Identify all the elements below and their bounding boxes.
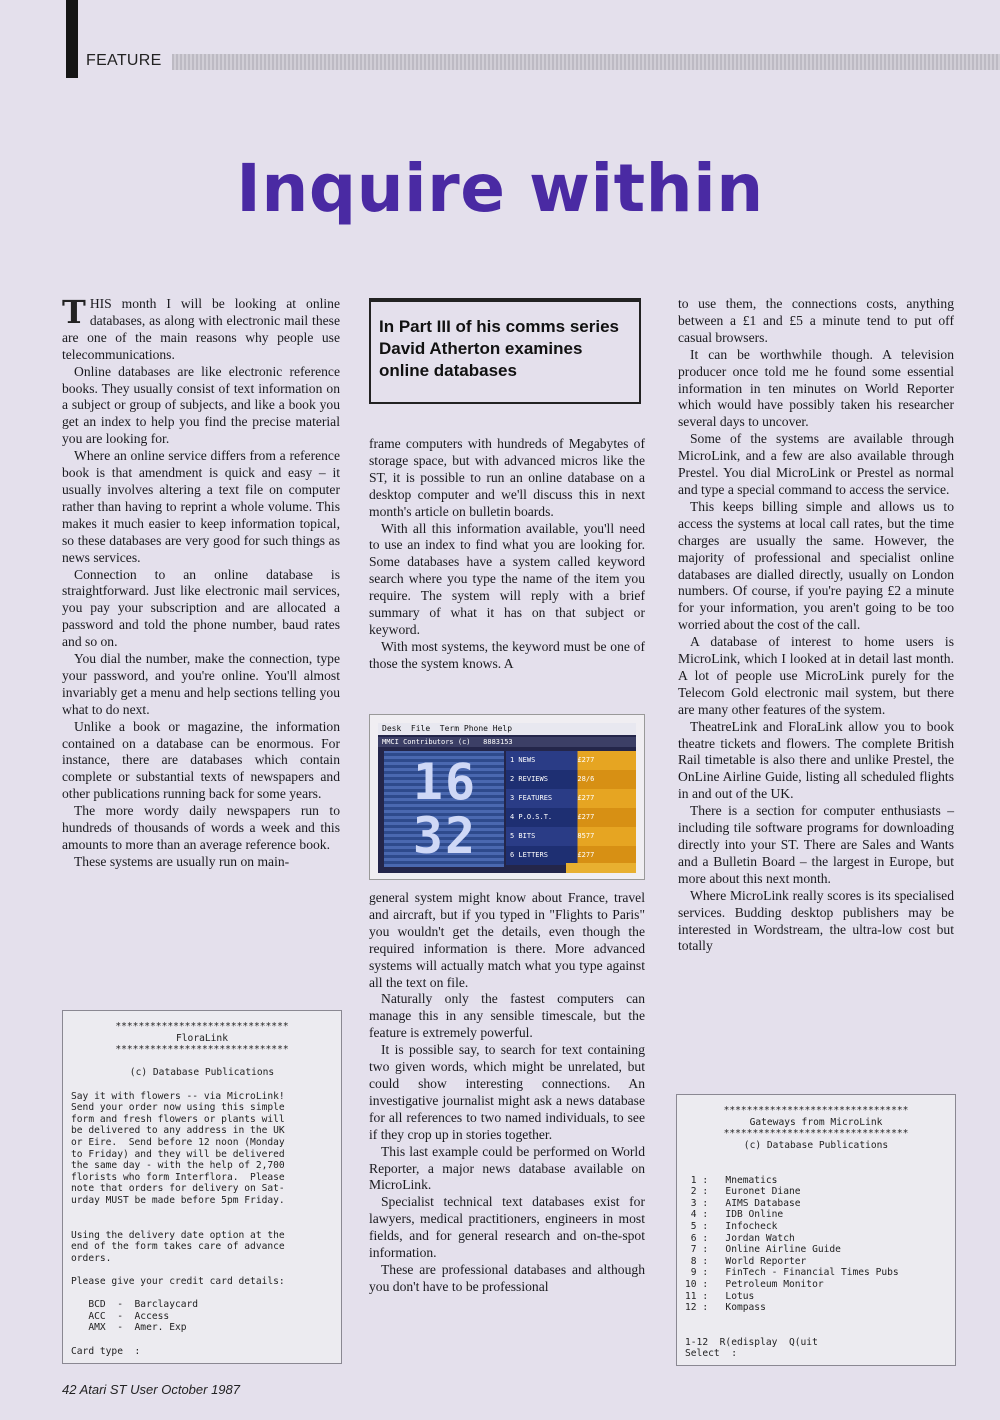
terminal-title: Gateways from MicroLink — [749, 1116, 883, 1128]
paragraph: These systems are usually run on main- — [74, 853, 290, 869]
gateway-item: 4 : IDB Online — [685, 1209, 784, 1221]
gateway-item: 3 : AIMS Database — [685, 1197, 801, 1209]
gateway-item: 9 : FinTech - Financial Times Pubs — [685, 1267, 899, 1279]
terminal-line: the same day - with the help of 2,700 — [71, 1160, 285, 1172]
drop-cap: T — [62, 293, 86, 331]
page-folio: 42 Atari ST User October 1987 — [62, 1382, 240, 1397]
column-3 — [678, 296, 954, 955]
paragraph: THIS month I will be looking at online databases, as along with electronic mail these are one of the main reasons why people use telecommunications. — [62, 293, 340, 362]
paragraph: to use them, the connections costs, anything between a £1 and £5 a minute tend to put off casual browsers. — [678, 296, 954, 345]
paragraph: Naturally only the fastest computers can manage this in any sensible timescale, but the feature is extremely powerful. — [369, 991, 645, 1041]
terminal-line: to Friday) and they will be delivered — [71, 1148, 285, 1160]
card-type-prompt: Card type : — [71, 1345, 141, 1357]
gateway-item: 7 : Online Airline Guide — [685, 1244, 841, 1256]
paragraph: Some of the systems are available through MicroLink, and a few are also available through Prestel. You dial MicroLink or Prestel as normal and type a special command to access the service. — [678, 431, 954, 497]
paragraph: It is possible say, to search for text containing two given words, which might be unrelated, but could show interesting connections. An investigative journalist might ask a news database for all references to two named individuals, to see if they crop up in stories together. — [369, 1042, 645, 1142]
terminal-line: Send your order now using this simple — [71, 1102, 285, 1114]
screen-menu-item: 3 FEATURES £277 — [506, 789, 636, 808]
standfirst-text: In Part III of his comms series David Atherton examines online databases — [379, 317, 619, 380]
gateway-item: 6 : Jordan Watch — [685, 1232, 795, 1244]
paragraph: frame computers with hundreds of Megabytes of storage space, but with advanced micros like the ST, it is possible to run an online database on a desktop computer and we'll discuss this in next month's article on bulletin boards. — [369, 436, 645, 519]
paragraph: Connection to an online database is straightforward. Just like electronic mail services, you pay your subscription and are allocated a password and told the phone number, baud rates and so on. — [62, 566, 340, 650]
logo-1632 — [384, 751, 504, 867]
paragraph: Where MicroLink really scores is its specialised services. Budding desktop publishers may be interested in Wordstream, the ultra-low cost but totally — [678, 887, 954, 954]
paragraph: It can be worthwhile though. A television producer once told me he found some essential information in ten minutes on World Reporter which would have possibly taken his researcher several days to uncover. — [678, 346, 954, 430]
terminal-line: orders. — [71, 1252, 112, 1264]
terminal-title: FloraLink — [176, 1032, 228, 1044]
gateway-item: 10 : Petroleum Monitor — [685, 1278, 824, 1290]
terminal-line: end of the form takes care of advance — [71, 1241, 285, 1253]
headline: Inquire within — [236, 150, 764, 227]
paragraph: Online databases are like electronic reference books. They usually consist of text information on a subject or group of subjects, and like a book you get an index to help you find the precise material you are looking for. — [62, 363, 340, 447]
st-screen — [378, 723, 636, 873]
stars-line: ******************************** — [723, 1105, 909, 1116]
terminal-line: note that orders for delivery on Sat- — [71, 1183, 285, 1195]
section-rule — [172, 54, 1000, 70]
copyright-line: (c) Database Publications — [743, 1139, 889, 1151]
gateway-prompt: 1-12 R(edisplay Q(uit — [685, 1336, 818, 1348]
terminal-line: urday MUST be made before 5pm Friday. — [71, 1194, 285, 1206]
gateway-item: 5 : Infocheck — [685, 1220, 778, 1232]
paragraph: A database of interest to home users is MicroLink, which I looked at in detail last month. A lot of people use MicroLink purely for the Telecom Gold electronic mail system, but there are many other features of the system. — [678, 634, 954, 717]
screenshot-figure — [369, 714, 645, 880]
gateway-item: 8 : World Reporter — [685, 1255, 807, 1267]
standfirst-box — [369, 300, 641, 404]
paragraph: The more wordy daily newspapers run to hundreds of thousands of words a week and this amounts to more than an average reference book. — [62, 803, 340, 852]
paragraph: This keeps billing simple and allows us to access the systems at local call rates, but the time charges are usually the same. However, the majority of professional and specialist online databases are dialled directly, usually on London numbers. Of course, if you're paying £2 a minute for your information, you aren't going to be too worried about the cost of the call. — [678, 498, 954, 633]
paragraph: There is a section for computer enthusiasts – including tile software programs for downloading directly into your ST. There are Sales and Wants and a Bulletin Board – the largest in Europe, but more about this next month. — [678, 803, 954, 886]
floralink-terminal — [62, 1010, 342, 1364]
card-option: BCD - Barclaycard — [88, 1299, 199, 1311]
gateway-item: 2 : Euronet Diane — [685, 1186, 801, 1198]
gateway-item: 1 : Mnematics — [685, 1174, 778, 1186]
stars-line: ****************************** — [115, 1044, 289, 1056]
paragraph: These are professional databases and although you don't have to be professional — [369, 1261, 645, 1294]
terminal-line: or Eire. Send before 12 noon (Monday — [71, 1136, 285, 1148]
gateway-item: 11 : Lotus — [685, 1290, 755, 1302]
paragraph: TheatreLink and FloraLink allow you to book theatre tickets and flowers. The complete British Rail timetable is also there and unlike Prestel, the OnLine Airline Guide, listing all scheduled flights in and out of the UK. — [678, 718, 954, 802]
screen-menu-item: 6 LETTERS £277 — [506, 846, 636, 865]
terminal-line: Say it with flowers -- via MicroLink! — [71, 1090, 285, 1102]
screen-status-block — [566, 863, 636, 873]
logo-bottom: 32 — [412, 807, 478, 865]
terminal-line: form and fresh flowers or plants will — [71, 1113, 285, 1125]
screen-menu-item: 4 P.O.S.T. £277 — [506, 808, 636, 827]
header-bar — [66, 0, 78, 78]
screen-menu-item: 5 BITS 8577 — [506, 827, 636, 846]
terminal-line: florists who form Interflora. Please — [71, 1171, 285, 1183]
paragraph: Where an online service differs from a reference book is that amendment is quick and easy – it usually involves altering a text file on computer rather than having to reprint a whole volume. This makes it much easier to keep information topical, so these databases are very good for such things as news services. — [62, 448, 340, 565]
copyright-line: (c) Database Publications — [129, 1067, 275, 1079]
column-1 — [62, 293, 340, 871]
paragraph: With most systems, the keyword must be one of those the system knows. A — [369, 638, 645, 671]
screen-menu-item: 2 REVIEWS 28/6 — [506, 770, 636, 789]
column-2-top — [369, 436, 645, 673]
stars-line: ******************************** — [723, 1128, 909, 1140]
section-label: FEATURE — [86, 52, 162, 69]
screen-menu-list — [506, 751, 636, 865]
card-option: ACC - Access — [88, 1310, 170, 1322]
paragraph: With all this information available, you'll need to use an index to find what you are looking for. Some databases have a system called keyword search where you type the name of the item you require. The system will reply with a brief summary of what it has on that subject or keyword. — [369, 520, 645, 637]
column-2-bottom — [369, 890, 645, 1296]
logo-top: 16 — [412, 753, 478, 811]
gateways-terminal — [676, 1094, 956, 1366]
paragraph: general system might know about France, travel and aircraft, but if you typed in "Flights to Paris" you wouldn't get the details, even though the required information is there. More advanced systems will actually match what you type against all the text on file. — [369, 890, 645, 990]
paragraph: You dial the number, make the connection, type your password, and you're online. You'll almost invariably get a menu and help sections telling you what to do next. — [62, 651, 340, 717]
terminal-line: Using the delivery date option at the — [71, 1229, 285, 1241]
gem-menubar: Desk File Term Phone Help — [378, 723, 636, 735]
paragraph: Specialist technical text databases exist for lawyers, medical practitioners, engineers in most fields, and for general research and on-the-spot information. — [369, 1194, 645, 1261]
window-titlebar: MMCI Contributors (c) 8883153 — [378, 737, 636, 747]
stars-line: ****************************** — [115, 1021, 289, 1032]
gateway-item: 12 : Kompass — [685, 1302, 766, 1314]
paragraph: This last example could be performed on World Reporter, a major news database available on MicroLink. — [369, 1143, 645, 1193]
paragraph: Unlike a book or magazine, the information contained on a database can be enormous. For instance, there are databases which contain complete or substantial texts of newspapers and other publications running back for some years. — [62, 718, 340, 802]
terminal-line: be delivered to any address in the UK — [71, 1125, 285, 1137]
card-option: AMX - Amer. Exp — [88, 1322, 187, 1334]
credit-prompt: Please give your credit card details: — [71, 1276, 285, 1288]
select-prompt: Select : — [685, 1348, 737, 1360]
screen-menu-item: 1 NEWS £277 — [506, 751, 636, 770]
